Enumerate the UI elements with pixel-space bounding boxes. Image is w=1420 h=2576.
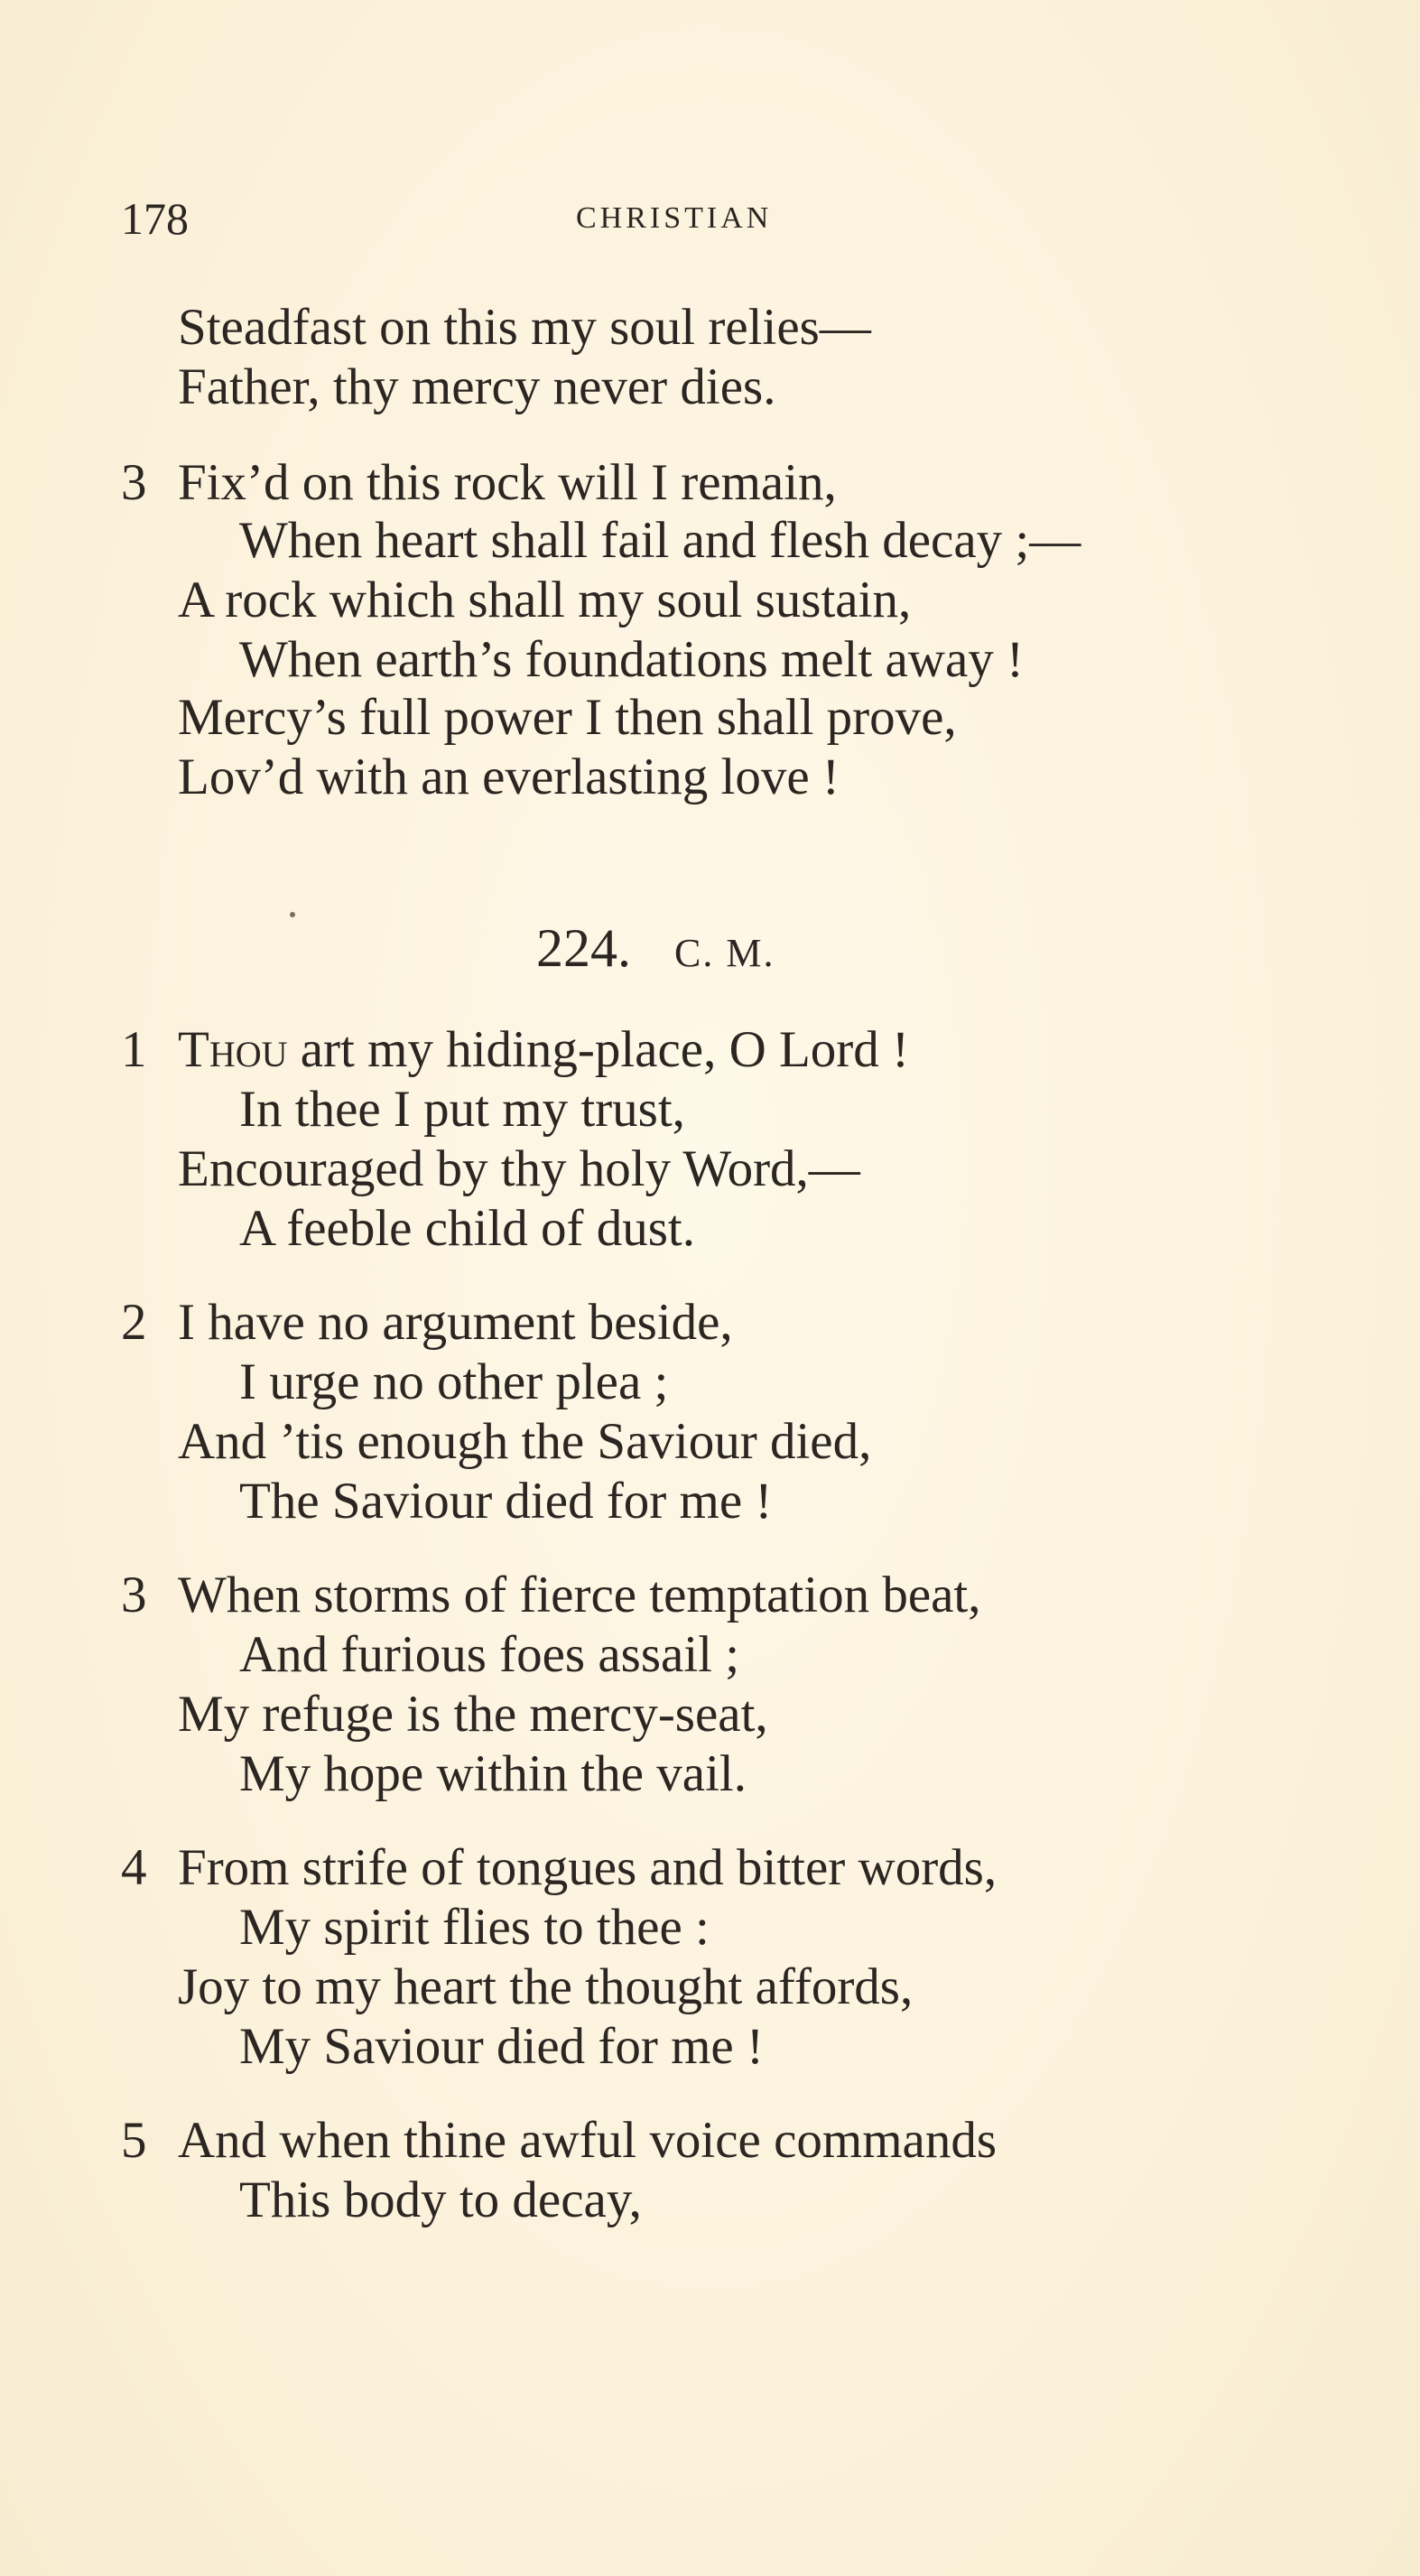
verse-line: My spirit flies to thee : — [239, 1899, 710, 1956]
verse-line-rest: art my hiding-place, O Lord ! — [287, 1021, 910, 1078]
verse-line: When earth’s foundations melt away ! — [239, 631, 1024, 688]
verse-line: My refuge is the mercy-seat, — [178, 1686, 768, 1743]
verse-line: And when thine awful voice commands — [178, 2112, 998, 2169]
verse-line: I urge no other plea ; — [239, 1353, 669, 1410]
verse-number: 1 — [121, 1021, 147, 1078]
verse-line: Joy to my heart the thought affords, — [178, 1958, 914, 2015]
verse-first-word: Thou — [178, 1021, 288, 1078]
verse-line: Mercy’s full power I then shall prove, — [178, 689, 957, 746]
verse-line: Fix’d on this rock will I remain, — [178, 454, 837, 511]
verse-line: Encouraged by thy holy Word,— — [178, 1140, 860, 1197]
hymn-meter: C. M. — [674, 931, 775, 975]
hymn-heading — [536, 916, 775, 980]
verse-number: 4 — [121, 1839, 147, 1896]
verse-line: From strife of tongues and bitter words, — [178, 1839, 998, 1896]
verse-line: I have no argument beside, — [178, 1294, 733, 1351]
running-head: CHRISTIAN — [576, 201, 773, 235]
verse-number: 2 — [121, 1294, 147, 1351]
verse-line: When storms of fierce temptation beat, — [178, 1567, 981, 1623]
hymn-number: 224. — [536, 918, 631, 978]
verse-number: 3 — [121, 1567, 147, 1623]
verse-line: And ’tis enough the Saviour died, — [178, 1413, 872, 1470]
verse-line: This body to decay, — [239, 2171, 642, 2228]
verse-line: Lov’d with an everlasting love ! — [178, 749, 840, 805]
print-speck — [290, 912, 295, 917]
verse-number: 5 — [121, 2112, 147, 2169]
verse-line — [178, 1020, 909, 1080]
verse-line: The Saviour died for me ! — [239, 1473, 773, 1530]
verse-line: A feeble child of dust. — [239, 1200, 695, 1257]
verse-line: A rock which shall my soul sustain, — [178, 572, 912, 628]
verse-line: And furious foes assail ; — [239, 1626, 740, 1683]
verse-line: My hope within the vail. — [239, 1745, 747, 1802]
verse-line: My Saviour died for me ! — [239, 2018, 764, 2075]
verse-line: In thee I put my trust, — [239, 1081, 685, 1138]
verse-line: When heart shall fail and flesh decay ;— — [239, 512, 1081, 569]
continuation-line: Father, thy mercy never dies. — [178, 358, 776, 415]
continuation-line: Steadfast on this my soul relies— — [178, 299, 871, 356]
verse-number: 3 — [121, 454, 147, 511]
page-number: 178 — [121, 193, 189, 244]
page-header — [0, 191, 1420, 246]
